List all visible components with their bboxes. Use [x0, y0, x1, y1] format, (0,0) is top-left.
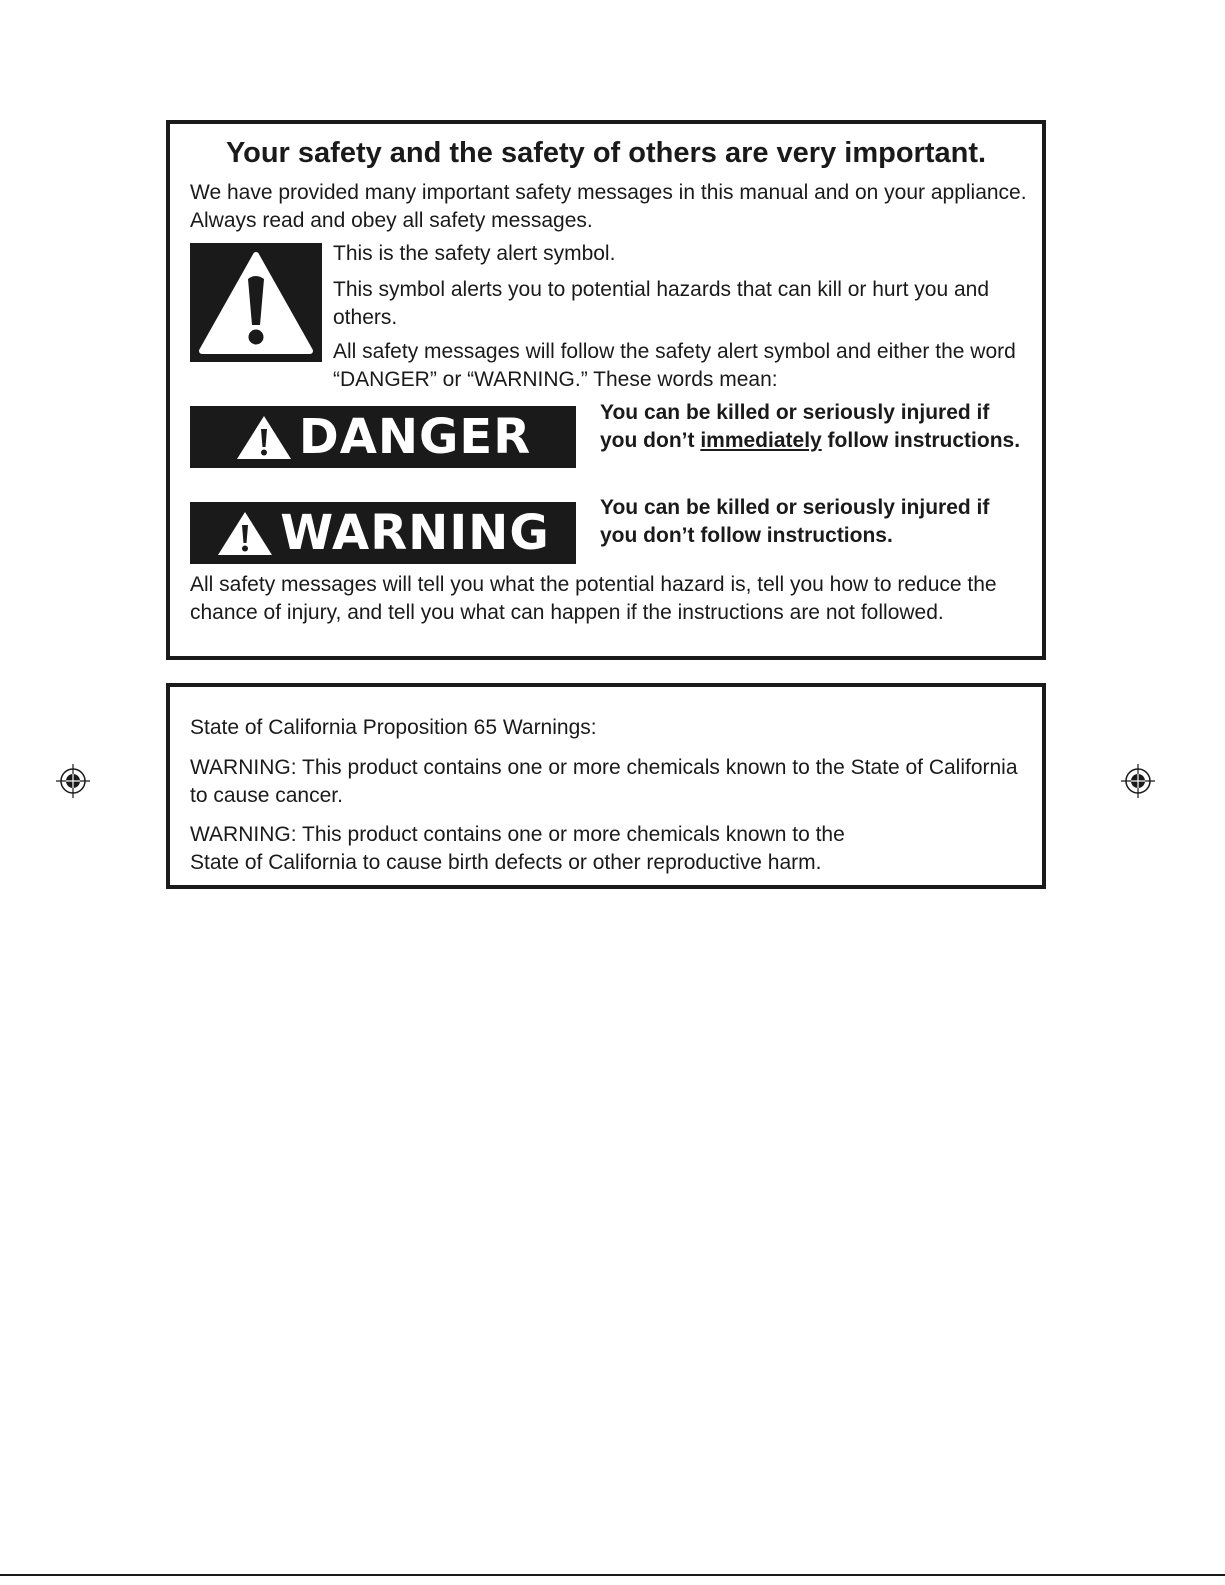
registration-mark-icon	[1121, 764, 1155, 798]
alert-icon	[235, 413, 293, 461]
prop65-heading: State of California Proposition 65 Warnings:	[190, 716, 597, 739]
danger-desc-part-2: follow instructions.	[821, 429, 1021, 452]
warning-description: You can be killed or seriously injured if you don’t follow instructions.	[600, 496, 990, 547]
alert-icon	[216, 509, 274, 557]
alert-line-1: This is the safety alert symbol.	[333, 242, 616, 265]
page-bottom-rule	[0, 1574, 1225, 1576]
danger-badge	[190, 406, 576, 468]
prop65-warning-cancer: WARNING: This product contains one or more chemicals known to the State of California to cause cancer.	[190, 756, 1018, 807]
safety-title: Your safety and the safety of others are very important.	[225, 137, 987, 169]
prop65-warning-2-line-2: State of California to cause birth defects or other reproductive harm.	[190, 851, 822, 874]
warning-label: WARNING	[280, 505, 550, 561]
safety-closing: All safety messages will tell you what the potential hazard is, tell you how to reduce the chance of injury, and tell you what can happen if the instructions are not followed.	[190, 573, 997, 624]
registration-mark-icon	[56, 764, 90, 798]
safety-alert-icon	[190, 243, 322, 362]
safety-intro: We have provided many important safety messages in this manual and on your appliance. Always read and obey all safety messages.	[190, 181, 1027, 232]
prop65-box	[166, 683, 1046, 889]
warning-badge	[190, 502, 576, 564]
prop65-warning-2-line-1: WARNING: This product contains one or more chemicals known to the	[190, 823, 845, 846]
safety-notice-box	[166, 120, 1046, 660]
danger-desc-part-1: You can be killed or seriously injured if you don’t	[600, 401, 990, 452]
prop65-warning-reproductive	[190, 821, 1035, 877]
alert-line-2: This symbol alerts you to potential hazards that can kill or hurt you and others.	[333, 278, 990, 329]
alert-line-3: All safety messages will follow the safety alert symbol and either the word “DANGER” or “WARNING.” These words mean:	[333, 340, 1016, 391]
danger-desc-underlined: immediately	[700, 429, 822, 452]
danger-label: DANGER	[298, 409, 532, 465]
danger-description	[600, 399, 1030, 455]
